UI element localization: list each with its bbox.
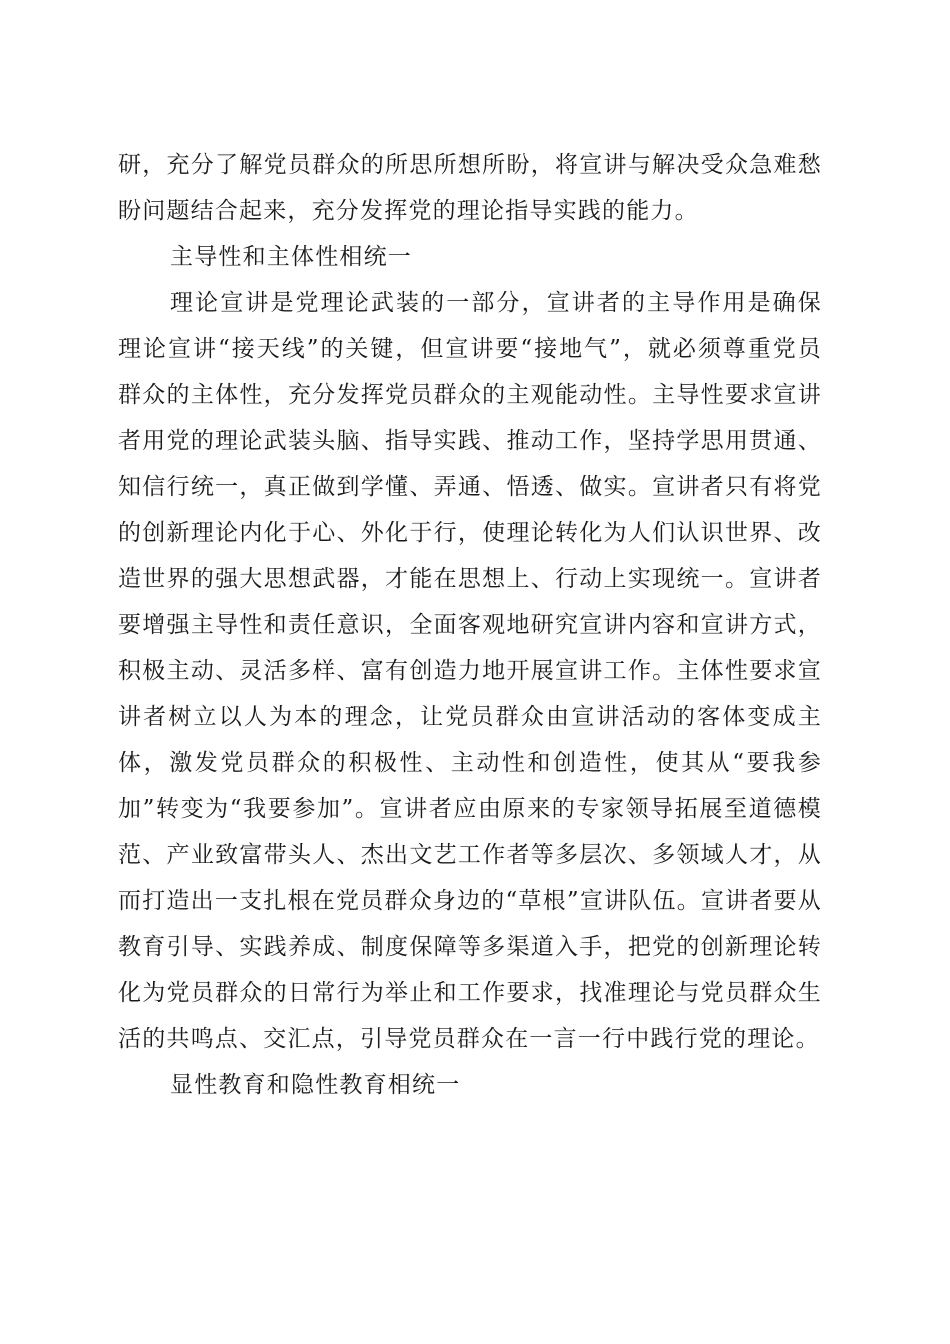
paragraph-continuation: 研，充分了解党员群众的所思所想所盼，将宣讲与解决受众急难愁盼问题结合起来，充分发挥党的理论指导实践的能力。 [118,152,822,224]
section-heading-explicit-implicit-education: 显性教育和隐性教育相统一 [170,1072,461,1098]
document-page [118,142,822,1108]
paragraph-body: 理论宣讲是党理论武装的一部分，宣讲者的主导作用是确保理论宣讲“接天线”的关键，但宣讲要“接地气”，就必须尊重党员群众的主体性，充分发挥党员群众的主观能动性。主导性要求宣讲者用党的理论武装头脑、指导实践、推动工作，坚持学思用贯通、知信行统一，真正做到学懂、弄通、悟透、做实。宣讲者只有将党的创新理论内化于心、外化于行，使理论转化为人们认识世界、改造世界的强大思想武器，才能在思想上、行动上实现统一。宣讲者要增强主导性和责任意识，全面客观地研究宣讲内容和宣讲方式，积极主动、灵活多样、富有创造力地开展宣讲工作。主体性要求宣讲者树立以人为本的理念，让党员群众由宣讲活动的客体变成主体，激发党员群众的积极性、主动性和创造性，使其从“要我参加”转变为“我要参加”。宣讲者应由原来的专家领导拓展至道德模范、产业致富带头人、杰出文艺工作者等多层次、多领域人才，从而打造出一支扎根在党员群众身边的“草根”宣讲队伍。宣讲者要从教育引导、实践养成、制度保障等多渠道入手，把党的创新理论转化为党员群众的日常行为举止和工作要求，找准理论与党员群众生活的共鸣点、交汇点，引导党员群众在一言一行中践行党的理论。 [118,290,822,1052]
section-heading-leadership-subjectivity: 主导性和主体性相统一 [170,244,412,270]
